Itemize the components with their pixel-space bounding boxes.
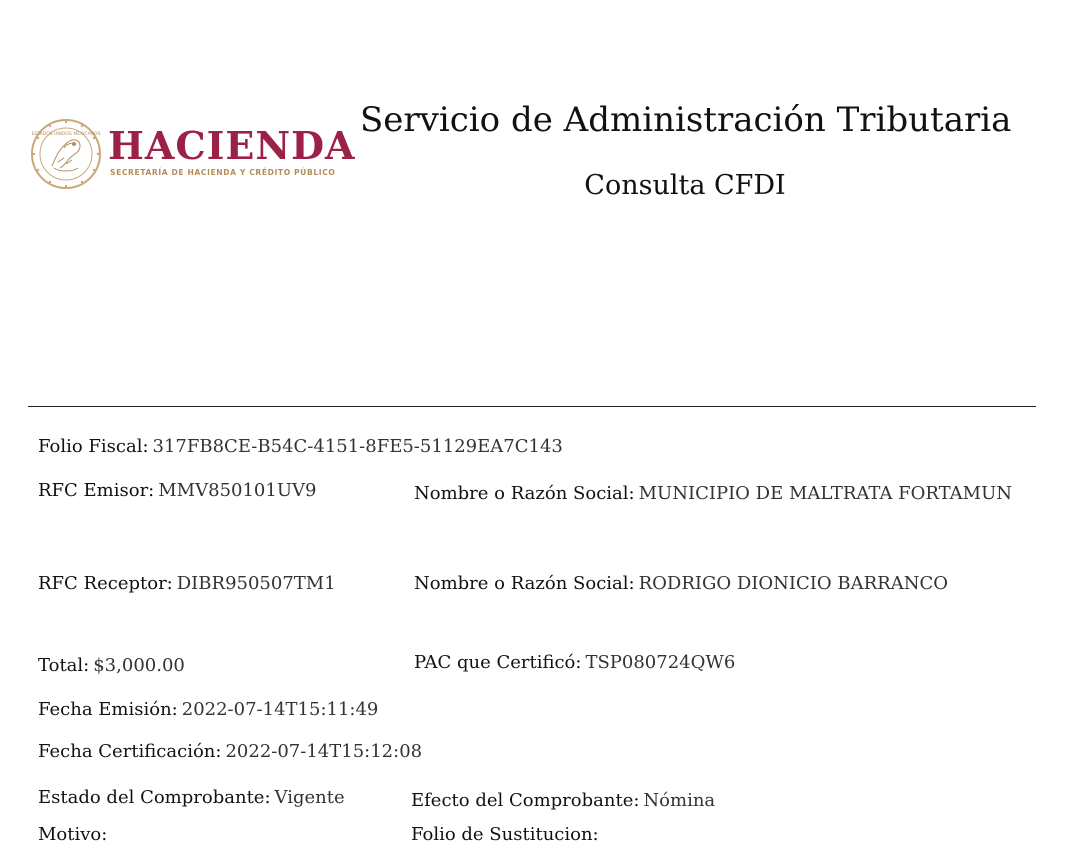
nombre-emisor-field — [414, 482, 1012, 506]
page-title: Servicio de Administración Tributaria — [360, 100, 1012, 140]
efecto-field — [411, 789, 715, 813]
fecha-emision-label: Fecha Emisión: — [38, 699, 178, 720]
nombre-receptor-field — [414, 572, 948, 596]
page-subtitle: Consulta CFDI — [584, 170, 786, 201]
nombre-emisor-label: Nombre o Razón Social: — [414, 483, 635, 504]
estado-value: Vigente — [274, 787, 345, 808]
rfc-emisor-value: MMV850101UV9 — [158, 480, 317, 501]
folio-sustitucion-label: Folio de Sustitucion: — [411, 824, 599, 845]
header-divider — [28, 406, 1036, 407]
fecha-certificacion-value: 2022-07-14T15:12:08 — [225, 741, 423, 762]
estado-field — [38, 786, 345, 810]
efecto-value: Nómina — [643, 790, 716, 811]
hacienda-logo — [30, 118, 360, 192]
total-field — [38, 654, 185, 678]
estado-label: Estado del Comprobante: — [38, 787, 271, 808]
fecha-emision-value: 2022-07-14T15:11:49 — [181, 699, 379, 720]
folio-fiscal-value: 317FB8CE-B54C-4151-8FE5-51129EA7C143 — [152, 436, 563, 457]
pac-label: PAC que Certificó: — [414, 652, 582, 673]
hacienda-wordmark: HACIENDA — [108, 123, 356, 168]
pac-value: TSP080724QW6 — [585, 652, 736, 673]
fecha-certificacion-field — [38, 740, 422, 764]
folio-fiscal-field — [38, 435, 563, 459]
fecha-certificacion-label: Fecha Certificación: — [38, 741, 222, 762]
rfc-receptor-field — [38, 572, 336, 596]
efecto-label: Efecto del Comprobante: — [411, 790, 640, 811]
hacienda-subtitle: SECRETARÍA DE HACIENDA Y CRÉDITO PÚBLICO — [110, 168, 336, 177]
motivo-field — [38, 823, 111, 847]
nombre-receptor-value: RODRIGO DIONICIO BARRANCO — [638, 573, 949, 594]
folio-sustitucion-field — [411, 823, 603, 847]
motivo-label: Motivo: — [38, 824, 108, 845]
fecha-emision-field — [38, 698, 378, 722]
rfc-emisor-label: RFC Emisor: — [38, 480, 155, 501]
rfc-receptor-label: RFC Receptor: — [38, 573, 173, 594]
total-value: $3,000.00 — [93, 655, 185, 676]
nombre-receptor-label: Nombre o Razón Social: — [414, 573, 635, 594]
rfc-receptor-value: DIBR950507TM1 — [176, 573, 336, 594]
mexican-seal-icon — [30, 118, 102, 190]
seal-text: ESTADOS UNIDOS MEXICANOS — [31, 132, 101, 137]
rfc-emisor-field — [38, 479, 316, 503]
nombre-emisor-value: MUNICIPIO DE MALTRATA FORTAMUN — [638, 483, 1013, 504]
total-label: Total: — [38, 655, 90, 676]
pac-field — [414, 651, 735, 675]
folio-fiscal-label: Folio Fiscal: — [38, 436, 149, 457]
